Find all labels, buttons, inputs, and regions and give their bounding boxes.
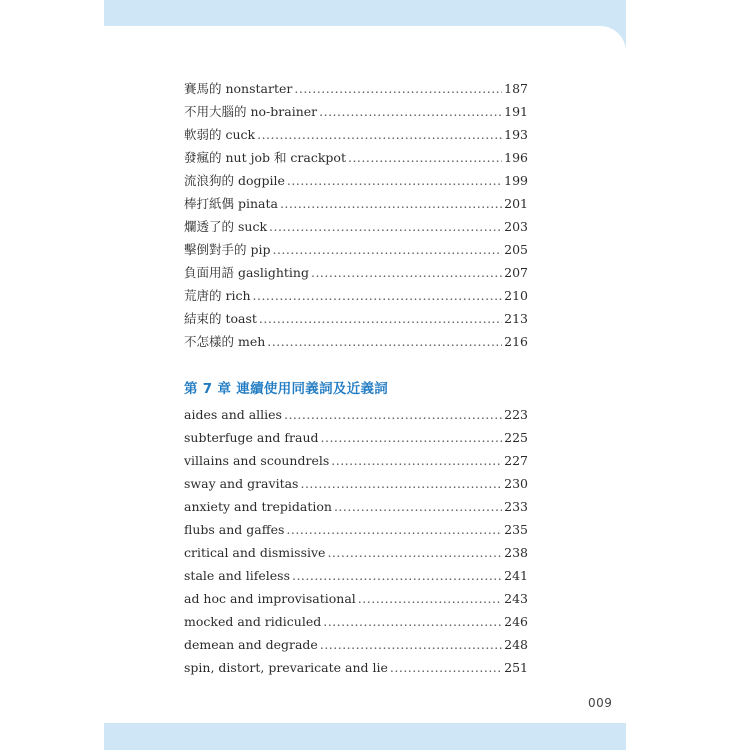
dot-leader bbox=[334, 495, 502, 518]
toc-entry-page: 227 bbox=[504, 453, 528, 468]
toc-entry-label: 不用大腦的 no-brainer bbox=[184, 104, 318, 119]
dot-leader bbox=[358, 587, 502, 610]
toc-entry-label: subterfuge and fraud bbox=[184, 430, 319, 445]
toc-entry bbox=[184, 426, 528, 449]
dot-leader bbox=[348, 146, 502, 169]
dot-leader bbox=[257, 123, 502, 146]
toc-entry-page: 216 bbox=[504, 334, 528, 349]
page-number: 009 bbox=[588, 696, 613, 710]
dot-leader bbox=[269, 215, 502, 238]
toc-entry bbox=[184, 403, 528, 426]
toc-entry-page: 223 bbox=[504, 407, 528, 422]
toc-entry-page: 213 bbox=[504, 311, 528, 326]
toc-entry-label: spin, distort, prevaricate and lie bbox=[184, 660, 388, 675]
toc-entry-label: 荒唐的 rich bbox=[184, 288, 251, 303]
toc-entry-label: 軟弱的 cuck bbox=[184, 127, 256, 142]
toc-entry bbox=[184, 518, 528, 541]
toc-entry bbox=[184, 77, 528, 100]
dot-leader bbox=[253, 284, 503, 307]
toc-entry-page: 251 bbox=[504, 660, 528, 675]
toc-entry bbox=[184, 215, 528, 238]
dot-leader bbox=[300, 472, 502, 495]
dot-leader bbox=[319, 100, 502, 123]
toc-entry-label: mocked and ridiculed bbox=[184, 614, 322, 629]
dot-leader bbox=[327, 541, 502, 564]
dot-leader bbox=[272, 238, 502, 261]
toc-entry-label: demean and degrade bbox=[184, 637, 318, 652]
dot-leader bbox=[390, 656, 502, 679]
toc-entry bbox=[184, 238, 528, 261]
toc-entry bbox=[184, 564, 528, 587]
toc-entry bbox=[184, 123, 528, 146]
chapter-heading: 第 7 章 連續使用同義詞及近義詞 bbox=[184, 381, 389, 397]
toc-entry bbox=[184, 610, 528, 633]
toc-entry-label: aides and allies bbox=[184, 407, 282, 422]
toc-entry-label: stale and lifeless bbox=[184, 568, 290, 583]
toc-entry-label: 擊倒對手的 pip bbox=[184, 242, 271, 257]
dot-leader bbox=[287, 169, 502, 192]
toc-entry bbox=[184, 449, 528, 472]
dot-leader bbox=[280, 192, 502, 215]
toc-entry bbox=[184, 633, 528, 656]
toc-entry-label: 發瘋的 nut job 和 crackpot bbox=[184, 150, 346, 165]
toc-entry-label: sway and gravitas bbox=[184, 476, 299, 491]
dot-leader bbox=[267, 330, 502, 353]
toc-entry-label: flubs and gaffes bbox=[184, 522, 285, 537]
toc-entry-label: 賽馬的 nonstarter bbox=[184, 81, 293, 96]
toc-entry bbox=[184, 541, 528, 564]
toc-entry bbox=[184, 284, 528, 307]
toc-entry-page: 241 bbox=[504, 568, 528, 583]
dot-leader bbox=[292, 564, 502, 587]
toc-entry bbox=[184, 261, 528, 284]
toc-entry bbox=[184, 100, 528, 123]
toc-entry-page: 193 bbox=[504, 127, 528, 142]
toc-entry bbox=[184, 169, 528, 192]
toc-entry-page: 191 bbox=[504, 104, 528, 119]
toc-entry-label: anxiety and trepidation bbox=[184, 499, 332, 514]
toc-entry bbox=[184, 307, 528, 330]
dot-leader bbox=[259, 307, 502, 330]
dot-leader bbox=[294, 77, 502, 100]
toc-entry-label: ad hoc and improvisational bbox=[184, 591, 356, 606]
toc-entry-label: 流浪狗的 dogpile bbox=[184, 173, 285, 188]
toc-entry-page: 243 bbox=[504, 591, 528, 606]
toc-entry-page: 238 bbox=[504, 545, 528, 560]
toc-section-1 bbox=[184, 77, 528, 353]
toc-entry-page: 187 bbox=[504, 81, 528, 96]
toc-entry bbox=[184, 495, 528, 518]
toc-entry bbox=[184, 330, 528, 353]
toc-entry-page: 196 bbox=[504, 150, 528, 165]
dot-leader bbox=[311, 261, 502, 284]
toc-entry-page: 207 bbox=[504, 265, 528, 280]
toc-entry-page: 230 bbox=[504, 476, 528, 491]
toc-entry bbox=[184, 587, 528, 610]
dot-leader bbox=[320, 633, 502, 656]
dot-leader bbox=[286, 518, 502, 541]
toc-section-chapter-7 bbox=[184, 403, 528, 679]
toc-entry-label: 不怎樣的 meh bbox=[184, 334, 266, 349]
toc-entry-page: 201 bbox=[504, 196, 528, 211]
toc-entry bbox=[184, 656, 528, 679]
toc-entry-label: 爛透了的 suck bbox=[184, 219, 268, 234]
toc-entry-page: 248 bbox=[504, 637, 528, 652]
toc-entry-page: 235 bbox=[504, 522, 528, 537]
toc-entry-label: critical and dismissive bbox=[184, 545, 326, 560]
toc-entry-page: 246 bbox=[504, 614, 528, 629]
toc-entry-label: 負面用語 gaslighting bbox=[184, 265, 309, 280]
toc-entry-page: 225 bbox=[504, 430, 528, 445]
toc-entry-page: 203 bbox=[504, 219, 528, 234]
toc-entry-label: villains and scoundrels bbox=[184, 453, 330, 468]
toc-entry-page: 210 bbox=[504, 288, 528, 303]
toc-entry-page: 233 bbox=[504, 499, 528, 514]
toc-entry-page: 199 bbox=[504, 173, 528, 188]
toc-entry bbox=[184, 472, 528, 495]
toc-entry-label: 棒打紙偶 pinata bbox=[184, 196, 278, 211]
dot-leader bbox=[323, 610, 502, 633]
dot-leader bbox=[321, 426, 503, 449]
dot-leader bbox=[284, 403, 502, 426]
toc-entry-page: 205 bbox=[504, 242, 528, 257]
toc-entry bbox=[184, 192, 528, 215]
toc-entry-label: 結束的 toast bbox=[184, 311, 257, 326]
toc-entry bbox=[184, 146, 528, 169]
dot-leader bbox=[331, 449, 502, 472]
